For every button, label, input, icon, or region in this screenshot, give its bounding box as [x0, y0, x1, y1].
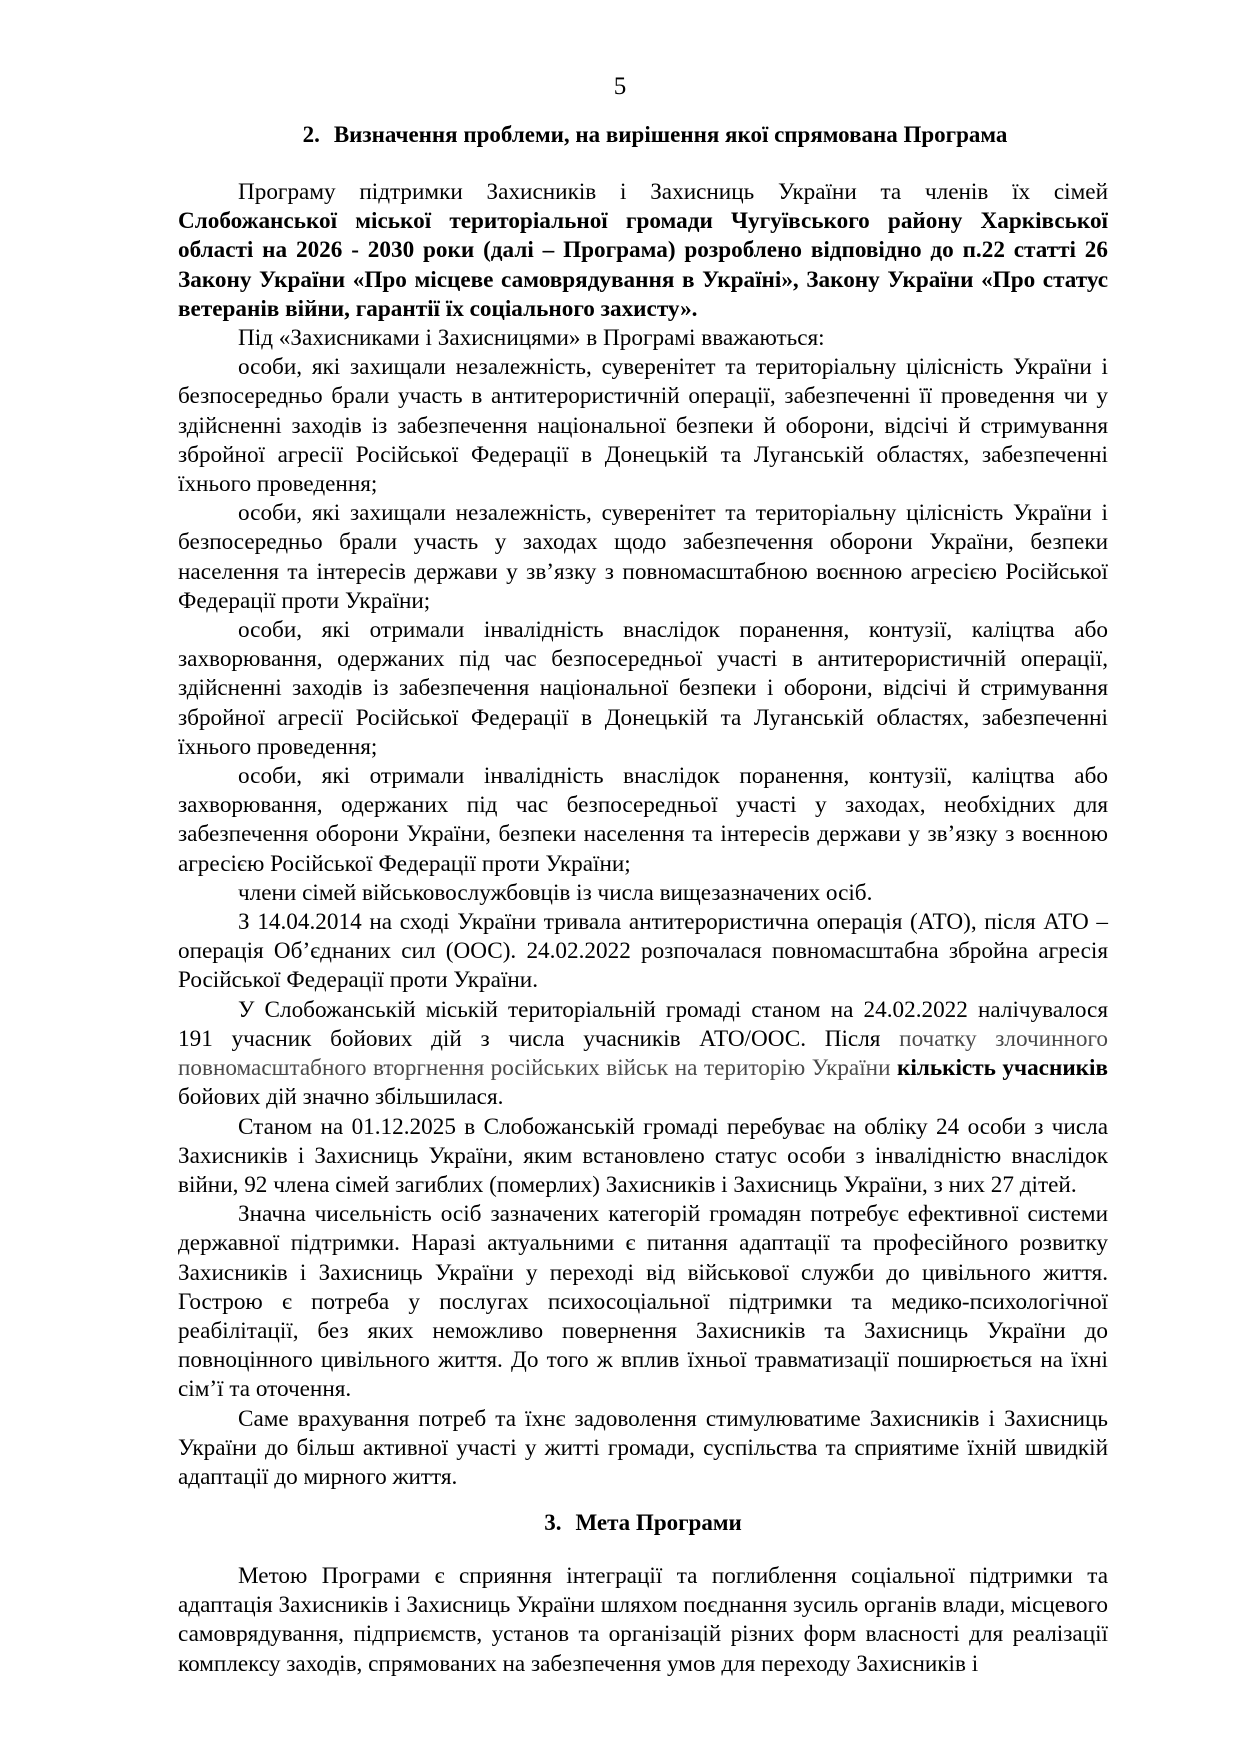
paragraph: особи, які захищали незалежність, суверенітет та територіальну цілісність України і безпосередньо брали участь в антитерористичній операції, забезпеченні її проведення чи у здійсненні заходів із забезпечення національної безпеки й оборони, відсічі й стримування збройної агресії Російської Федерації в Донецькій та Луганській областях, забезпеченні їхнього проведення; [178, 354, 1108, 498]
paragraph: Станом на 01.12.2025 в Слобожанській громаді перебуває на обліку 24 особи з числа Захисників і Захисниць України, яким встановлено статус особи з інвалідністю внаслідок війни, 92 члена сімей загиблих (померлих) Захисників і Захисниць України, з них 27 дітей. [178, 1113, 1108, 1198]
section-3-number: 3. [544, 1510, 562, 1535]
page-number: 5 [613, 73, 627, 100]
paragraph: Метою Програми є сприяння інтеграції та поглиблення соціальної підтримки та адаптація Захисників і Захисниць України шляхом поєднання зусиль органів влади, місцевого самоврядування, підприємств, установ та організацій різних форм власності для реалізації комплексу заходів, спрямованих на забезпечення умов для переходу Захисників і [178, 1563, 1108, 1677]
paragraph-part: У Слобожанській міській територіальній громаді станом на 24.02.2022 налічувалося 191 учасник бойових дій з числа учасників АТО/ООС. Після [178, 996, 1108, 1052]
section-2-heading [190, 120, 1120, 150]
paragraph: члени сімей військовослужбовців із числа вищезазначених осіб. [238, 879, 873, 906]
paragraph-part: Програму підтримки Захисників і Захисниць України та членів їх сімей [238, 179, 1108, 205]
section-2-number: 2. [302, 122, 320, 147]
paragraph-part-emphasis: кількість учасників [897, 1055, 1109, 1082]
paragraph: З 14.04.2014 на сході України тривала антитерористична операція (АТО), після АТО – операція Об’єднаних сил (ООС). 24.02.2022 розпочалася повномасштабна збройна агресія Російської Федерації проти України. [178, 909, 1108, 994]
section-3-title: Мета Програми [575, 1510, 742, 1535]
paragraph [178, 996, 1108, 1113]
paragraph-part-gray: початку злочинного повномасштабного вторгнення російських військ на територію України [178, 1025, 1109, 1082]
paragraph [178, 178, 1108, 324]
section-2-body [178, 178, 1108, 1492]
paragraph-part-emphasis: Слобожанської міської територіальної громади Чугуївського району Харківської області на 2026 - 2030 роки (далі – Програма) розроблено відповідно до п.22 статті 26 Закону України «Про місцеве самоврядування в Україні», Закону України «Про статус ветеранів війни, гарантії їх соціального захисту». [178, 208, 1108, 322]
paragraph: особи, які отримали інвалідність внаслідок поранення, контузії, каліцтва або захворювання, одержаних під час безпосередньої участі в антитерористичній операції, здійсненні заходів із забезпечення національної безпеки і оборони, відсічі й стримування збройної агресії Російської Федерації в Донецькій та Луганській областях, забезпеченні їхнього проведення; [178, 617, 1108, 760]
section-3-heading [178, 1508, 1108, 1538]
paragraph: особи, які захищали незалежність, суверенітет та територіальну цілісність України і безпосередньо брали участь у заходах щодо забезпечення оборони України, безпеки населення та інтересів держави у зв’язку з повномасштабною воєнною агресією Російської Федерації проти України; [178, 500, 1108, 614]
paragraph: Значна чисельність осіб зазначених категорій громадян потребує ефективної системи державної підтримки. Наразі актуальними є питання адаптації та професійного розвитку Захисників і Захисниць України у переході від військової служби до цивільного життя. Гострою є потреба у послугах психосоціальної підтримки та медико-психологічної реабілітації, без яких неможливо повернення Захисників та Захисниць України до повноцінного цивільного життя. До того ж вплив їхньої травматизації поширюється на їхні сім’ї та оточення. [178, 1201, 1108, 1403]
paragraph: особи, які отримали інвалідність внаслідок поранення, контузії, каліцтва або захворювання, одержаних під час безпосередньої участі у заходах, необхідних для забезпечення оборони України, безпеки населення та інтересів держави у зв’язку з воєнною агресією Російської Федерації проти України; [178, 763, 1108, 877]
section-2-title: Визначення проблеми, на вирішення якої спрямована Програма [333, 122, 1008, 147]
paragraph: Саме врахування потреб та їхнє задоволення стимулюватиме Захисників і Захисниць України до більш активної участі у житті громади, суспільства та сприятиме їхній швидкій адаптації до мирного життя. [178, 1405, 1108, 1490]
paragraph-part: бойових дій значно збільшилася. [178, 1084, 504, 1111]
section-3-body [178, 1562, 1108, 1679]
paragraph: Під «Захисниками і Захисницями» в Програмі вважаються: [238, 325, 825, 352]
